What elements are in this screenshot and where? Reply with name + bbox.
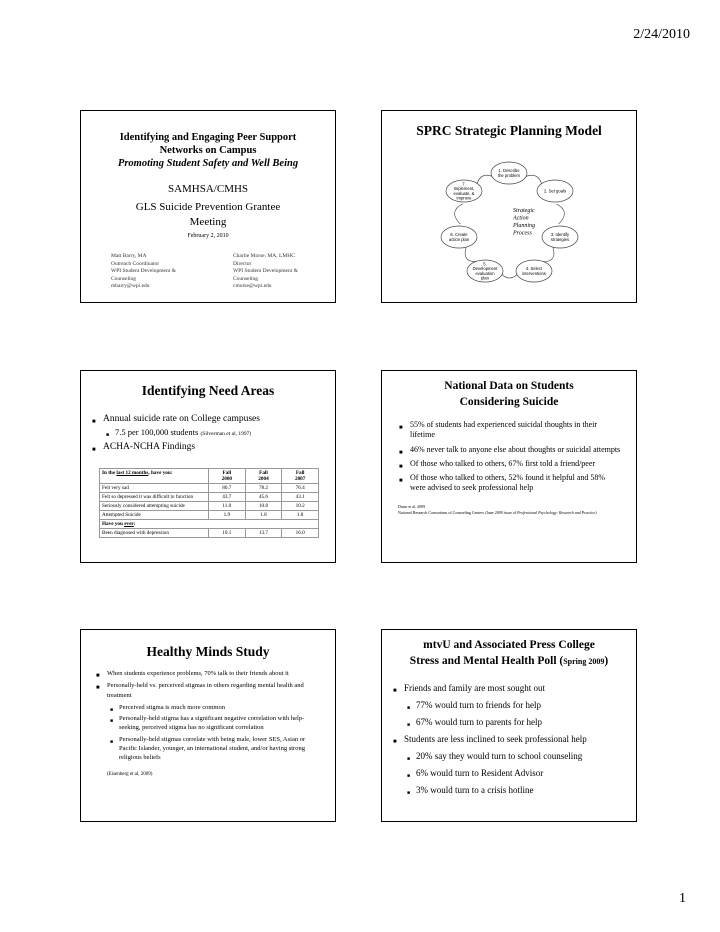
slide-need-areas: [80, 370, 336, 563]
list-item: ■ Of those who talked to others, 67% first told a friend/peer: [410, 459, 622, 469]
slide1-date: February 2, 2010: [187, 233, 229, 239]
slide4-citation: Drum et al, 2009 National Research Consortium of Counseling Centers (June 2009 issue of Professional Psychology: Research and Practice): [398, 503, 597, 515]
page-number: 1: [679, 891, 686, 906]
table-row: Felt so depressed it was difficult to function 43.7 45.6 43.1: [100, 493, 319, 502]
step-label: 6. Create action plan: [448, 232, 470, 242]
table-row: Felt very sad 80.7 78.2 76.4: [100, 484, 319, 493]
list-item: ■ 46% never talk to anyone else about thoughts or suicidal attempts: [410, 445, 622, 455]
list-item: ■ 77% would turn to friends for help: [416, 697, 636, 714]
cycle-arrow: [556, 204, 564, 224]
list-item: ■ Annual suicide rate on College campuses: [103, 413, 335, 426]
presenter-1: Matt Barry, MA Outreach Coordinator WPI Student Development & Counseling mbarry@wpi.edu: [111, 253, 176, 289]
cycle-arrow: [541, 247, 554, 262]
slide-sprc-model: [381, 110, 637, 303]
center-label: Strategic Action Planning Process: [513, 208, 535, 237]
slide5-citation: (Eisenberg et al, 2009): [107, 771, 153, 777]
list-item: ■ When students experience problems, 70% talk to their friends about it: [107, 669, 319, 678]
list-item: ■ Of those who talked to others, 52% found it helpful and 58% were advised to seek professional help: [410, 473, 622, 494]
strategic-planning-diagram: [382, 153, 636, 303]
step-label: 5. Development evaluation plan: [472, 261, 498, 281]
list-item: ■ Personally-held stigma has a significant negative correlation with help-seeking, perceived stigma has no significant correlation: [119, 714, 319, 733]
list-item: ■ 20% say they would turn to school counseling: [416, 748, 636, 765]
slide3-title: Identifying Need Areas: [141, 383, 275, 398]
slide1-org: SAMHSA/CMHS: [167, 183, 249, 195]
slide1-subtitle: Promoting Student Safety and Well Being: [117, 158, 299, 169]
table-row: Attempted Suicide 1.9 1.8 1.8: [100, 511, 319, 520]
cycle-arrow: [455, 204, 463, 224]
slide-healthy-minds: [80, 629, 336, 822]
step-label: 1. Describe the problem: [497, 168, 521, 178]
slide4-title: National Data on Students Considering Suicide: [444, 380, 574, 408]
slide2-title: SPRC Strategic Planning Model: [416, 123, 602, 138]
slide-mtvu-poll: [381, 629, 637, 822]
list-item: ■ Perceived stigma is much more common: [119, 703, 319, 712]
list-item: ■ 67% would turn to parents for help: [416, 714, 636, 731]
slide6-title: mtvU and Associated Press College Stress and Mental Health Poll (Spring 2009): [409, 639, 609, 667]
slide5-title: Healthy Minds Study: [146, 644, 270, 659]
list-item: ■ ACHA-NCHA Findings: [103, 441, 335, 454]
step-label: 3. Identify strategies: [550, 232, 570, 242]
list-item: ■ Personally-held stigmas correlate with being male, lower SES, Asian or Pacific Islander, younger, an international student, and/or having strong religious beliefs: [119, 735, 319, 763]
list-item: ■ 55% of students had experienced suicidal thoughts in their lifetime: [410, 420, 622, 441]
table-row: Seriously considered attempting suicide 11.0 10.8 10.2: [100, 502, 319, 511]
slide1-meeting: GLS Suicide Prevention Grantee Meeting: [135, 201, 281, 228]
ncha-findings-table: [99, 468, 319, 538]
cycle-arrow: [465, 247, 478, 262]
table-row: Have you ever:: [100, 520, 319, 529]
step-label: 4. Select interventions: [522, 266, 546, 276]
presenter-2: Charlie Morse, MA, LMHC Director WPI Student Development & Counseling cmorse@wpi.edu: [233, 253, 298, 289]
step-label: 7. Implement, evaluate, & improve: [453, 181, 475, 201]
list-item: ■ Friends and family are most sought out: [404, 680, 636, 697]
table-row: Been diagnosed with depression 10.1 13.7 16.0: [100, 529, 319, 538]
page-date: 2/24/2010: [633, 27, 690, 42]
list-item: ■ 3% would turn to a crisis hotline: [416, 782, 636, 799]
list-item: ■ 7.5 per 100,000 students (Silverman et al, 1997): [115, 426, 335, 441]
table-row: In the last 12 months, have you: Fall 2000 Fall 2004 Fall 2007: [100, 469, 319, 484]
slide-title: [80, 110, 336, 303]
slide1-title: Identifying and Engaging Peer Support Networks on Campus Promoting Student Safety and Well Being: [81, 131, 335, 170]
list-item: ■ Students are less inclined to seek professional help: [404, 731, 636, 748]
list-item: ■ 6% would turn to Resident Advisor: [416, 765, 636, 782]
step-label: 2. Set goals: [543, 188, 567, 194]
list-item: ■ Personally-held vs. perceived stigmas in others regarding mental health and treatment: [107, 681, 319, 700]
slide-national-data: [381, 370, 637, 563]
